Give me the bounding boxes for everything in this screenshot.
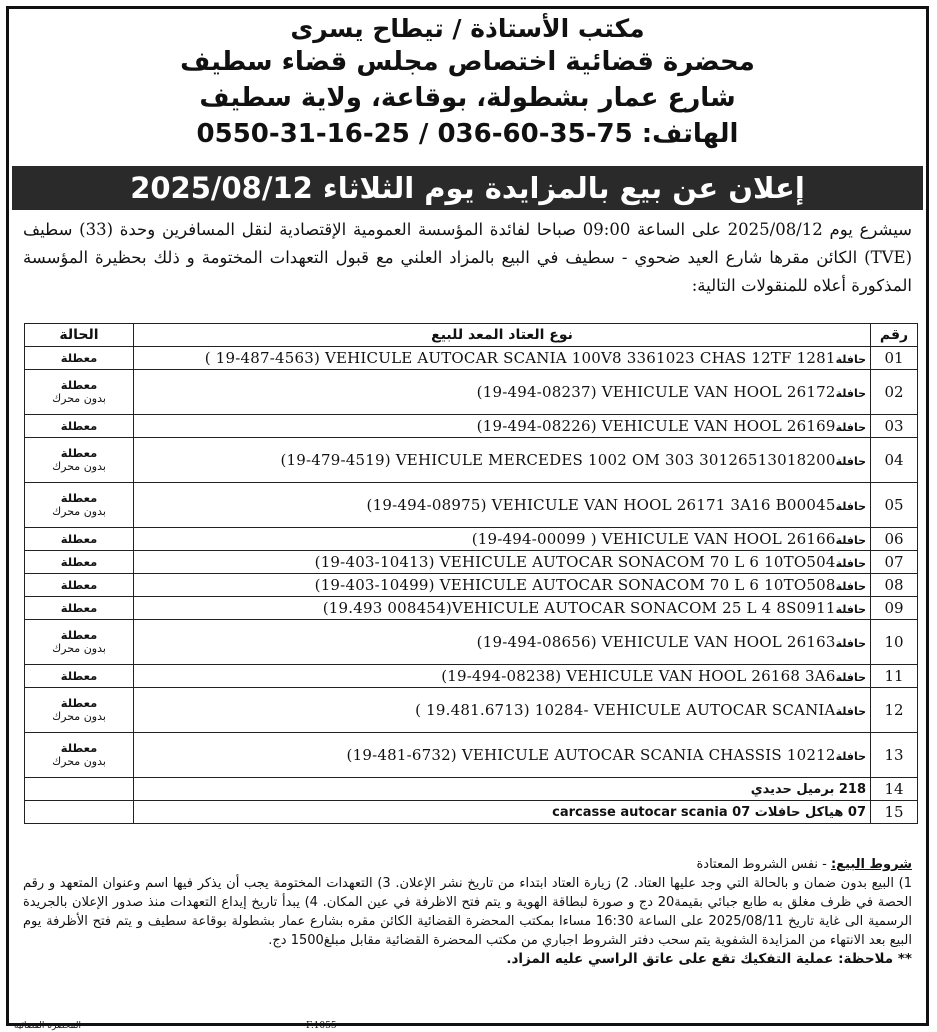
vehicle-description: ( 19-487-4563) VEHICULE AUTOCAR SCANIA 100V8 3361023 CHAS 12TF 1281 [204, 349, 836, 367]
conditions-body: 1) البيع بدون ضمان و بالحالة التي وجد عليها العتاد. 2) زيارة العتاد ابتداء من تاريخ نشر الإعلان. 3) التعهدات المختومة يجب أن يذكر فيها اسم وعنوان المتعهد و رقم الحصة في ظرف مغلق به طابع جبائي بقيمة20 دج و صورة لبطاقة الهوية و يتم فتح الاظرفة في عين المكان. 4) يبدأ تاريخ إيداع التعهدات منذ صدور الإعلان بالجريدة الرسمية الى غاية تاريخ 2025/08/11 على الساعة 16:30 مساءا بمكتب المحضرة القضائية الكائن مقره بشارع عمار بشطولة بوقاعة سطيف و يتم فتح الأظرفة يوم البيع بعد الانتهاء من المزايدة الشفوية يتم سحب دفتر الشروط اجباري من مكتب المحضرة القضائية مقابل مبلغ1500 دج. [23, 876, 913, 948]
row-status [25, 597, 134, 620]
status-primary: معطلة [60, 577, 98, 592]
vehicle-prefix: حافلة [835, 750, 866, 763]
row-status [25, 438, 134, 483]
row-status [25, 801, 134, 824]
office-address: شارع عمار بشطولة، بوقاعة، ولاية سطيف [199, 82, 736, 113]
vehicle-description: (19-494-08656) VEHICULE VAN HOOL 26163 [476, 633, 836, 651]
vehicle-prefix: حافلة [835, 534, 866, 547]
footer-code: F.1055 [306, 1021, 337, 1031]
status-primary: معطلة [60, 554, 98, 569]
row-item-text: 07 هياكل حافلات 07 carcasse autocar scania [134, 801, 871, 824]
row-number: 04 [871, 438, 918, 483]
row-status [25, 574, 134, 597]
row-vehicle [134, 483, 871, 528]
status-secondary: بدون محرك [52, 505, 106, 519]
row-status [25, 415, 134, 438]
row-vehicle [134, 733, 871, 778]
vehicle-prefix: حافلة [835, 557, 866, 570]
status-primary: معطلة [60, 695, 98, 710]
row-status [25, 370, 134, 415]
row-item-text: 218 برميل حديدي [134, 778, 871, 801]
row-vehicle [134, 620, 871, 665]
row-vehicle [134, 688, 871, 733]
office-phone: الهاتف: 75-35-60-036 / 25-16-31-0550 [196, 118, 739, 149]
row-number: 09 [871, 597, 918, 620]
row-vehicle [134, 528, 871, 551]
row-vehicle [134, 370, 871, 415]
vehicle-prefix: حافلة [835, 500, 866, 513]
row-number: 12 [871, 688, 918, 733]
status-secondary: بدون محرك [52, 710, 106, 724]
row-vehicle [134, 347, 871, 370]
status-primary: معطلة [60, 531, 98, 546]
row-number: 01 [871, 347, 918, 370]
table-row [25, 438, 918, 483]
table-row [25, 688, 918, 733]
table-row [25, 778, 918, 801]
status-primary: معطلة [60, 490, 98, 505]
vehicle-description: (19-494-08238) VEHICULE VAN HOOL 26168 3A6 [441, 667, 836, 685]
row-vehicle [134, 597, 871, 620]
status-primary: معطلة [60, 668, 98, 683]
row-status [25, 347, 134, 370]
status-primary: معطلة [60, 600, 98, 615]
vehicle-description: (19-494-00099 ) VEHICULE VAN HOOL 26166 [471, 530, 836, 548]
row-number: 14 [871, 778, 918, 801]
table-row [25, 347, 918, 370]
vehicle-description: (19-481-6732) VEHICULE AUTOCAR SCANIA CHASSIS 10212 [346, 746, 836, 764]
row-status [25, 528, 134, 551]
row-number: 10 [871, 620, 918, 665]
conditions-subtitle: - نفس الشروط المعتادة [696, 857, 831, 872]
status-primary: معطلة [60, 740, 98, 755]
table-row [25, 665, 918, 688]
sale-conditions [23, 855, 912, 969]
vehicle-prefix: حافلة [835, 705, 866, 718]
status-secondary: بدون محرك [52, 642, 106, 656]
vehicle-description: (19-403-10499) VEHICULE AUTOCAR SONACOM 70 L 6 10TO508 [314, 576, 836, 594]
header-number: رقم [871, 324, 918, 347]
status-primary: معطلة [60, 377, 98, 392]
status-secondary: بدون محرك [52, 460, 106, 474]
lots-body [25, 347, 918, 824]
auction-banner: إعلان عن بيع بالمزايدة يوم الثلاثاء 2025/08/12 [12, 166, 923, 210]
table-row [25, 415, 918, 438]
vehicle-description: (19-494-08975) VEHICULE VAN HOOL 26171 3A16 B00045 [366, 496, 836, 514]
table-row [25, 574, 918, 597]
header-type: نوع العتاد المعد للبيع [134, 324, 871, 347]
row-vehicle [134, 665, 871, 688]
header [9, 13, 926, 149]
status-primary: معطلة [60, 627, 98, 642]
header-status: الحالة [25, 324, 134, 347]
row-number: 08 [871, 574, 918, 597]
row-status [25, 483, 134, 528]
table-row [25, 801, 918, 824]
conditions-title: شروط البيع: [830, 857, 912, 872]
table-row [25, 620, 918, 665]
footer-signature: المحضرة القضائية [14, 1021, 81, 1031]
vehicle-prefix: حافلة [835, 387, 866, 400]
row-number: 03 [871, 415, 918, 438]
row-status [25, 778, 134, 801]
row-status [25, 665, 134, 688]
row-number: 07 [871, 551, 918, 574]
row-status [25, 733, 134, 778]
lots-table [24, 323, 918, 824]
vehicle-description: (19.493 008454)VEHICULE AUTOCAR SONACOM 25 L 4 8S0911 [322, 599, 836, 617]
vehicle-description: (19-479-4519) VEHICULE MERCEDES 1002 OM 303 30126513018200 [280, 451, 836, 469]
row-vehicle [134, 415, 871, 438]
vehicle-prefix: حافلة [835, 603, 866, 616]
row-number: 02 [871, 370, 918, 415]
notice-frame [6, 6, 929, 1026]
table-row [25, 370, 918, 415]
vehicle-prefix: حافلة [835, 671, 866, 684]
row-status [25, 551, 134, 574]
office-title: محضرة قضائية اختصاص مجلس قضاء سطيف [180, 46, 755, 77]
table-row [25, 733, 918, 778]
vehicle-description: (19-494-08237) VEHICULE VAN HOOL 26172 [476, 383, 836, 401]
row-number: 11 [871, 665, 918, 688]
table-row [25, 528, 918, 551]
vehicle-description: (19-403-10413) VEHICULE AUTOCAR SONACOM 70 L 6 10TO504 [314, 553, 836, 571]
row-status [25, 688, 134, 733]
row-vehicle [134, 438, 871, 483]
office-name: مكتب الأستاذة / تيطاح يسرى [290, 14, 645, 43]
row-number: 05 [871, 483, 918, 528]
status-secondary: بدون محرك [52, 392, 106, 406]
vehicle-prefix: حافلة [835, 353, 866, 366]
row-vehicle [134, 551, 871, 574]
status-secondary: بدون محرك [52, 755, 106, 769]
vehicle-prefix: حافلة [835, 421, 866, 434]
vehicle-prefix: حافلة [835, 580, 866, 593]
row-status [25, 620, 134, 665]
table-row [25, 483, 918, 528]
row-number: 15 [871, 801, 918, 824]
status-primary: معطلة [60, 350, 98, 365]
status-primary: معطلة [60, 418, 98, 433]
vehicle-description: ( 19.481.6713) 10284- VEHICULE AUTOCAR SCANIA [415, 701, 836, 719]
intro-paragraph: سيشرع يوم 2025/08/12 على الساعة 09:00 صباحا لفائدة المؤسسة العمومية الإقتصادية لنقل المسافرين وحدة (33) سطيف (TVE) الكائن مقرها شارع العيد ضحوي - سطيف في البيع بالمزاد العلني مع قبول التعهدات المختومة و ذلك بحظيرة المؤسسة المذكورة أعلاه للمنقولات التالية: [23, 220, 912, 295]
status-primary: معطلة [60, 445, 98, 460]
vehicle-description: (19-494-08226) VEHICULE VAN HOOL 26169 [476, 417, 836, 435]
row-number: 06 [871, 528, 918, 551]
table-row [25, 597, 918, 620]
table-row [25, 551, 918, 574]
row-number: 13 [871, 733, 918, 778]
vehicle-prefix: حافلة [835, 455, 866, 468]
vehicle-prefix: حافلة [835, 637, 866, 650]
conditions-note: ** ملاحظة: عملية التفكيك تقع على عاتق الراسي عليه المزاد. [506, 951, 912, 967]
row-vehicle [134, 574, 871, 597]
